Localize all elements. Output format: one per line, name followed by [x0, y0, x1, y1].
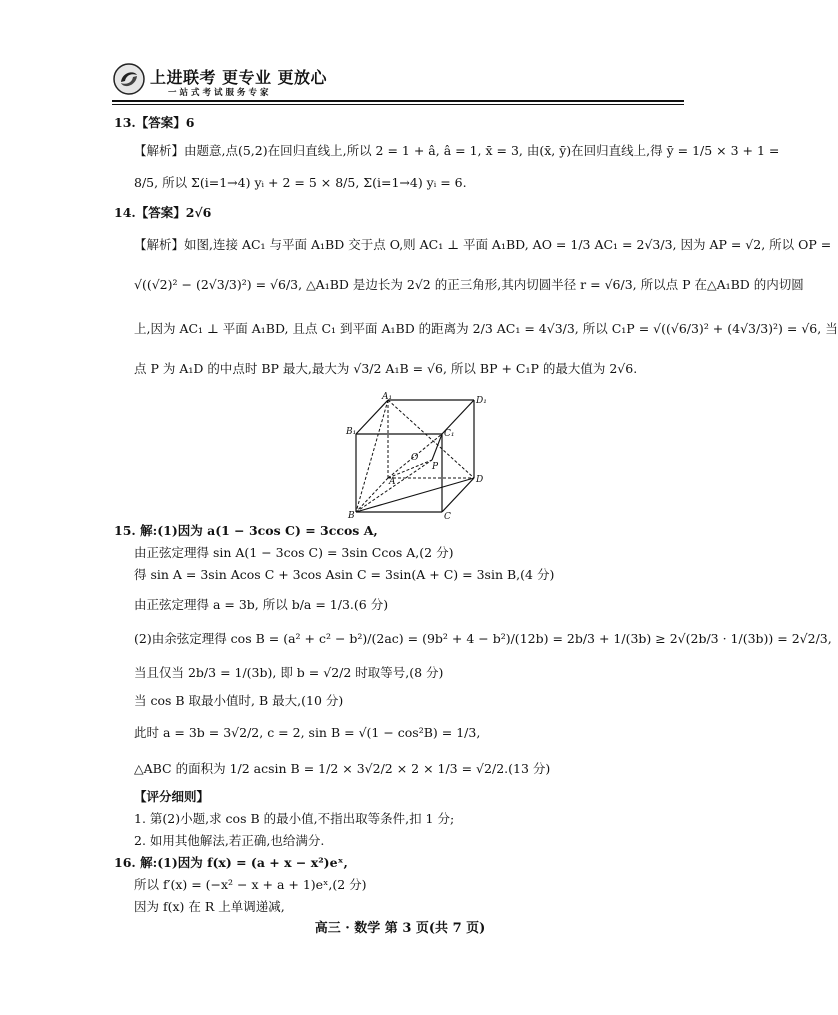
- brand-slogan-part: 更专业: [222, 68, 272, 87]
- q15-solution-line: 由正弦定理得 sin A(1 − 3cos C) = 3sin Ccos A,(2 分): [134, 545, 454, 560]
- q15-solution-line: 当且仅当 2b/3 = 1/(3b), 即 b = √2/2 时取等号,(8 分): [134, 665, 444, 680]
- grading-rule: 1. 第(2)小题,求 cos B 的最小值,不指出取等条件,扣 1 分;: [134, 811, 455, 826]
- label-a: A: [389, 477, 396, 487]
- q14-analysis-line: 点 P 为 A₁D 的中点时 BP 最大,最大为 √3/2 A₁B = √6, 所以 BP + C₁P 的最大值为 2√6.: [134, 361, 638, 376]
- grading-rules-heading: 【评分细则】: [134, 789, 210, 804]
- page-footer: 高三 · 数学 第 3 页(共 7 页): [314, 921, 486, 936]
- label-o: O: [411, 453, 419, 463]
- label-d: D: [476, 475, 484, 485]
- q14-analysis-line: 【解析】如图,连接 AC₁ 与平面 A₁BD 交于点 O,则 AC₁ ⊥ 平面 A₁BD, AO = 1/3 AC₁ = 2√3/3, 因为 AP = √2, 所以 OP =: [134, 237, 832, 252]
- q16-solution-line: 因为 f(x) 在 R 上单调递减,: [134, 899, 285, 914]
- label-b1: B₁: [346, 427, 357, 437]
- label-c1: C₁: [444, 429, 455, 439]
- brand-slogan: [150, 65, 333, 88]
- q15-solution-line: 当 cos B 取最小值时, B 最大,(10 分): [134, 693, 344, 708]
- label-c: C: [444, 512, 451, 522]
- q16-solution-line: 16. 解:(1)因为 f(x) = (a + x − x²)eˣ,: [114, 855, 348, 870]
- label-p: P: [432, 462, 439, 472]
- label-a1: A₁: [382, 392, 393, 402]
- brand-logo-icon: [112, 62, 146, 96]
- q14-analysis-line: √((√2)² − (2√3/3)²) = √6/3, △A₁BD 是边长为 2√2 的正三角形,其内切圆半径 r = √6/3, 所以点 P 在△A₁BD 的内切圆: [134, 277, 804, 292]
- header-divider: [112, 100, 684, 102]
- brand-slogan-part: 更放心: [277, 68, 328, 87]
- q13-analysis-line: 【解析】由题意,点(5,2)在回归直线上,所以 2 = 1 + â, â = 1, x̄ = 3, 由(x̄, ȳ)在回归直线上,得 ȳ = 1/5 × 3 + 1 =: [134, 143, 780, 158]
- q16-solution-line: 所以 f′(x) = (−x² − x + a + 1)eˣ,(2 分): [134, 877, 367, 892]
- diagonal-bd: [356, 478, 474, 512]
- q13-answer: 13.【答案】6: [114, 115, 195, 130]
- q13-analysis-line: 8/5, 所以 Σ(i=1→4) yᵢ + 2 = 5 × 8/5, Σ(i=1→4) yᵢ = 6.: [134, 175, 467, 190]
- grading-rule: 2. 如用其他解法,若正确,也给满分.: [134, 833, 325, 848]
- header-divider: [112, 104, 684, 105]
- q15-solution-line: 15. 解:(1)因为 a(1 − 3cos C) = 3ccos A,: [114, 523, 378, 538]
- q15-solution-line: △ABC 的面积为 1/2 acsin B = 1/2 × 3√2/2 × 2 × 1/3 = √2/2.(13 分): [134, 761, 551, 776]
- q15-solution-line: 由正弦定理得 a = 3b, 所以 b/a = 1/3.(6 分): [134, 597, 389, 612]
- q15-solution-line: 得 sin A = 3sin Acos C + 3cos Asin C = 3sin(A + C) = 3sin B,(4 分): [134, 567, 555, 582]
- cube-figure: [348, 394, 488, 520]
- label-b: B: [348, 511, 355, 521]
- brand-slogan-part: 上进联考: [150, 68, 217, 87]
- q15-solution-line: 此时 a = 3b = 3√2/2, c = 2, sin B = √(1 − cos²B) = 1/3,: [134, 725, 481, 740]
- q14-analysis-line: 上,因为 AC₁ ⊥ 平面 A₁BD, 且点 C₁ 到平面 A₁BD 的距离为 2/3 AC₁ = 4√3/3, 所以 C₁P = √((√6/3)² + (4√3/3)²) = √6, 当: [134, 321, 838, 336]
- label-d1: D₁: [476, 396, 487, 406]
- q15-solution-line: (2)由余弦定理得 cos B = (a² + c² − b²)/(2ac) = (9b² + 4 − b²)/(12b) = 2b/3 + 1/(3b) ≥ 2√(2b/3 · 1/(3b)) = 2√2/3,: [134, 631, 832, 646]
- brand-tagline: 一站式考试服务专家: [168, 88, 272, 98]
- q14-answer: 14.【答案】2√6: [114, 205, 212, 220]
- diagonal: [388, 400, 474, 478]
